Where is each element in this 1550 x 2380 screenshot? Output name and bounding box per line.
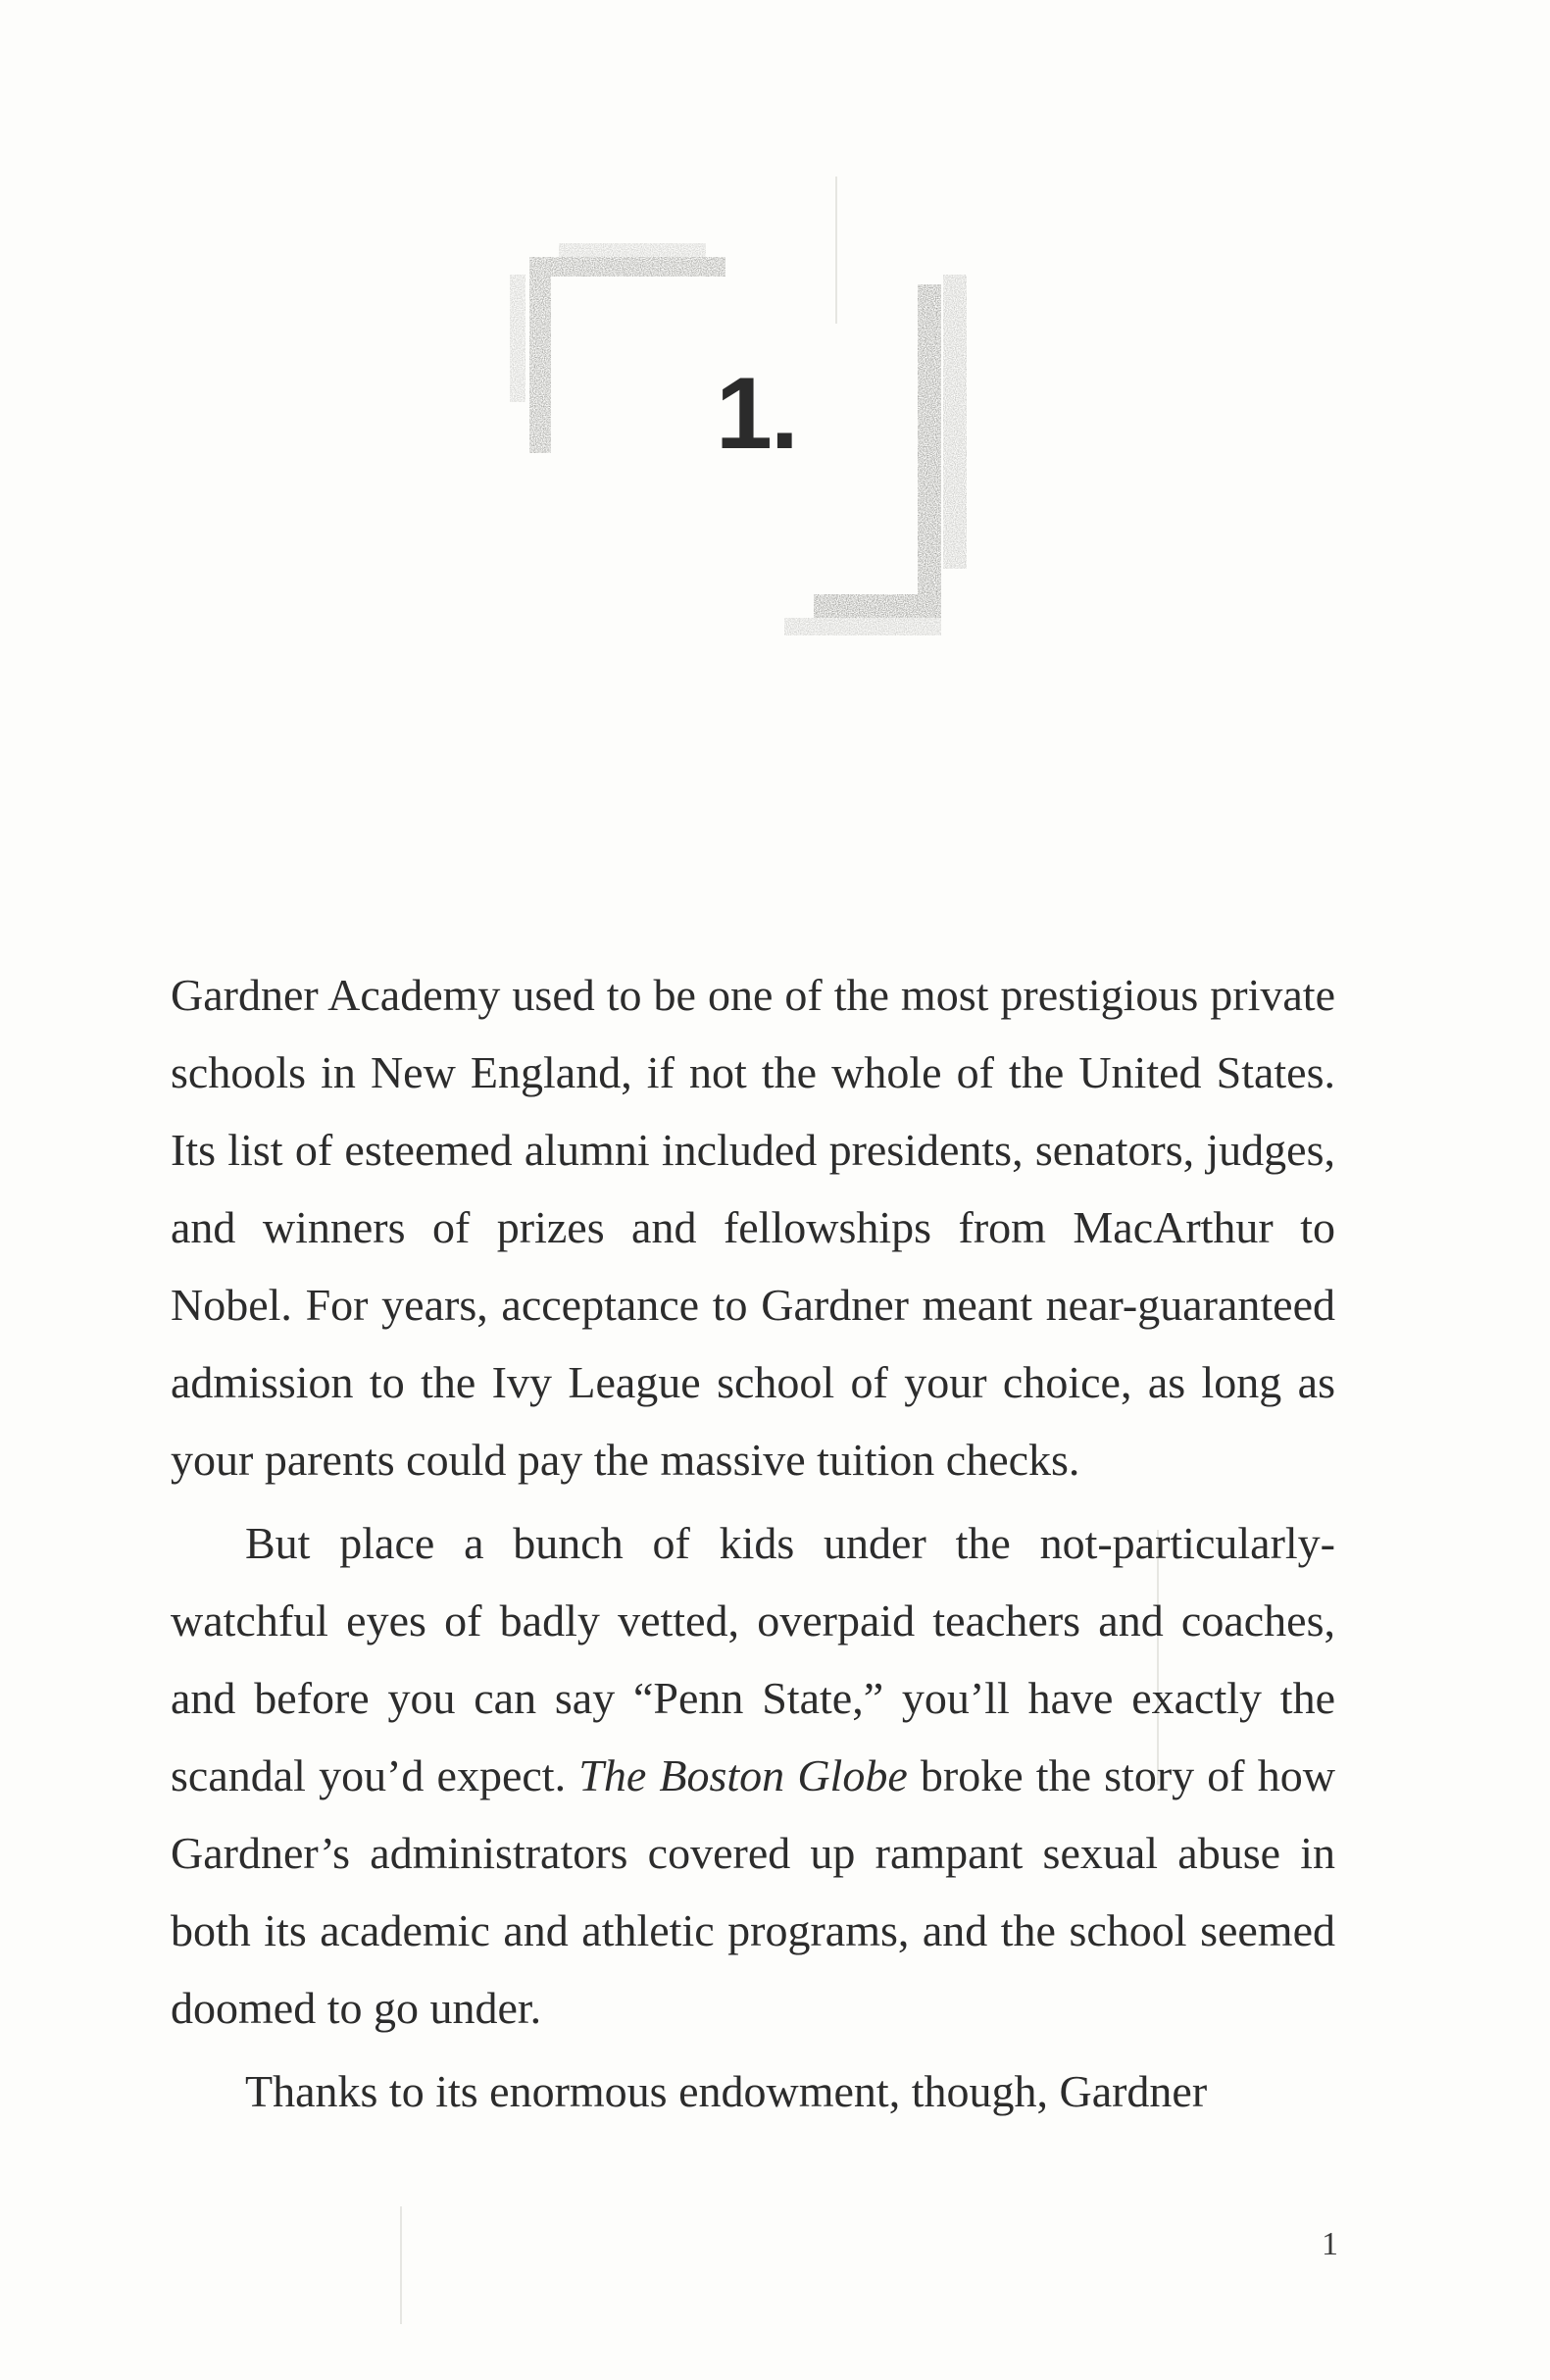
chapter-heading — [490, 235, 1039, 657]
paragraph-text: broke the story of how Gardner’s administrators covered up rampant sexual abuse in both its academic and athletic programs, and the school seemed doomed to go under. — [171, 1750, 1335, 2033]
page-number: 1 — [1322, 2226, 1338, 2262]
paragraph-text: Gardner Academy used to be one of the most prestigious private schools in New England, if not the whole of the United States. Its list of esteemed alumni included presidents, senators, judges, and winners of prizes and fellowships from MacArthur to Nobel. For years, acceptance to Gardner meant near-guaranteed admission to the Ivy League school of your choice, as long as your parents could pay the massive tuition checks. — [171, 970, 1335, 1485]
paragraph-1 — [171, 956, 1335, 1498]
paragraph-3 — [171, 2052, 1335, 2130]
paragraph-text: Thanks to its enormous endowment, though, Gardner — [245, 2066, 1208, 2116]
scan-artifact-line — [400, 2206, 402, 2324]
body-text — [171, 956, 1335, 2130]
publication-title: The Boston Globe — [578, 1750, 908, 1800]
paragraph-text: But place a bunch of kids under the not-particularly-watchful eyes of badly vetted, overpaid teachers and coaches, and before you can say “Penn State,” you’ll have exactly the scandal you’d expect. — [171, 1518, 1335, 1800]
chapter-number: 1. — [716, 357, 797, 471]
paragraph-2 — [171, 1504, 1335, 2047]
